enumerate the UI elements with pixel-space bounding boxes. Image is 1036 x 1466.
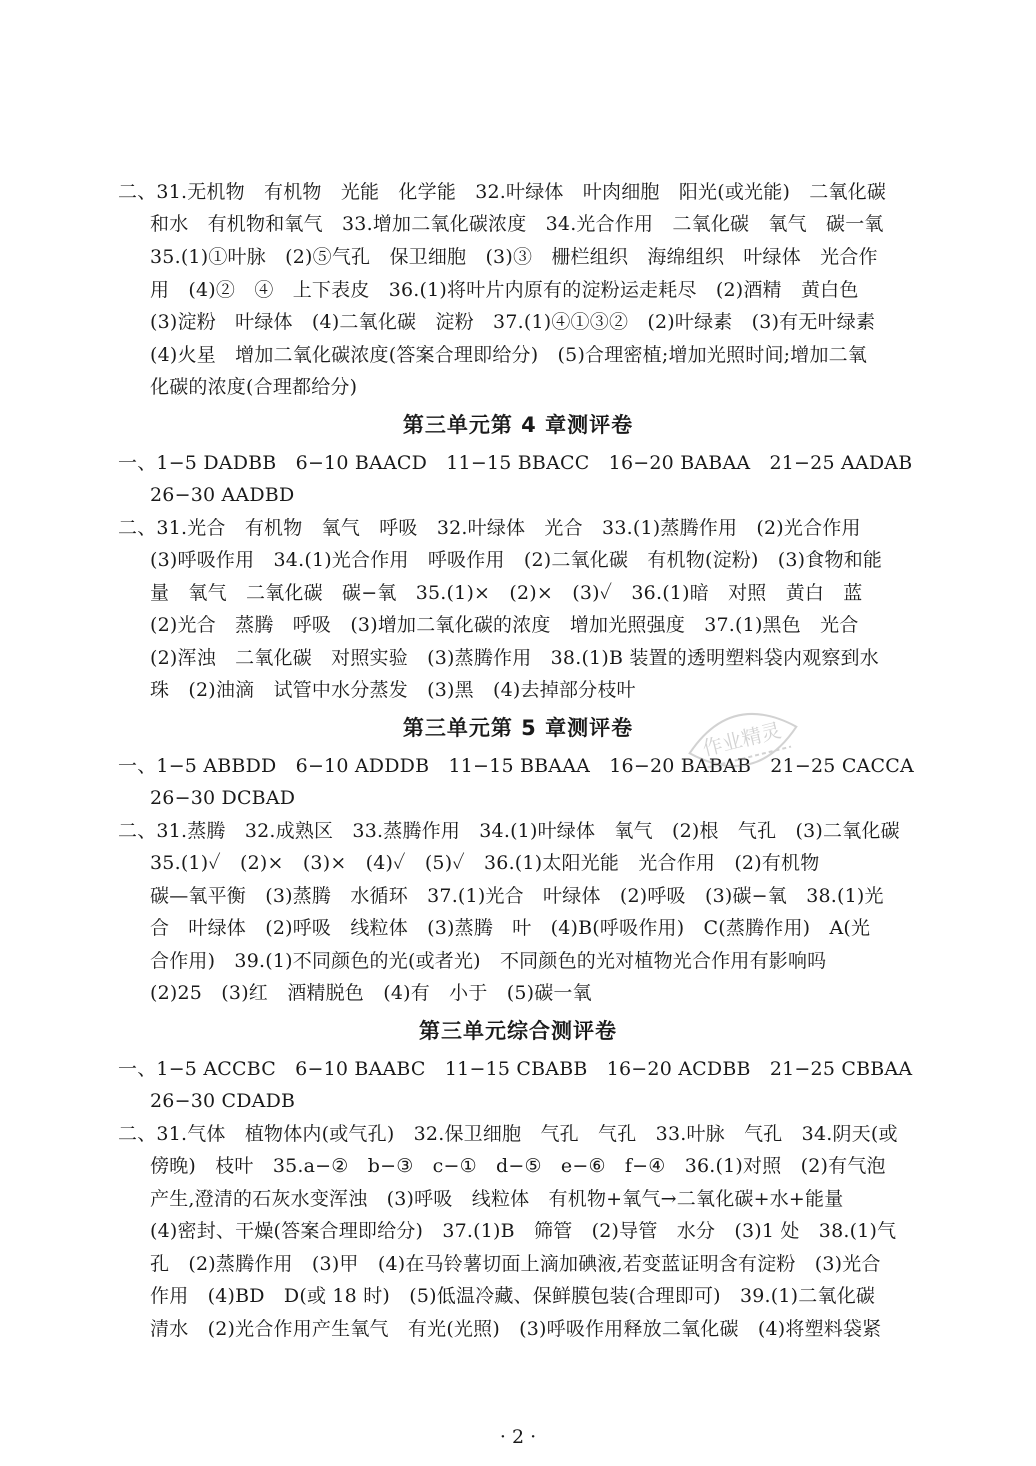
watermark-text: 作业精灵 [700, 717, 784, 761]
s2-line-3: 二、31.光合 有机物 氧气 呼吸 32.叶绿体 光合 33.(1)蒸腾作用 (2)光合作用 [118, 517, 861, 539]
s2-line-2: 26−30 AADBD [150, 484, 295, 506]
s2-line-4: (3)呼吸作用 34.(1)光合作用 呼吸作用 (2)二氧化碳 有机物(淀粉) (3)食物和能 [150, 549, 883, 571]
s1-line-5: (3)淀粉 叶绿体 (4)二氧化碳 淀粉 37.(1)④①③② (2)叶绿素 (3)有无叶绿素 [150, 311, 876, 333]
s4-line-1: 一、1−5 ACCBC 6−10 BAABC 11−15 CBABB 16−20 ACDBB 21−25 CBBAA [118, 1058, 913, 1080]
section-title-unit-review: 第三单元综合测评卷 [419, 1019, 617, 1043]
s3-line-5: 碳—氧平衡 (3)蒸腾 水循环 37.(1)光合 叶绿体 (2)呼吸 (3)碳−氧 38.(1)光 [150, 885, 884, 907]
s1-line-1: 二、31.无机物 有机物 光能 化学能 32.叶绿体 叶肉细胞 阳光(或光能) 二氧化碳 [118, 181, 887, 203]
watermark-stamp-icon [668, 684, 818, 796]
s3-line-2: 26−30 DCBAD [150, 787, 296, 809]
s2-line-5: 量 氧气 二氧化碳 碳−氧 35.(1)× (2)× (3)✓ 36.(1)暗 对照 黄白 蓝 [150, 582, 863, 604]
s3-line-6: 合 叶绿体 (2)呼吸 线粒体 (3)蒸腾 叶 (4)B(呼吸作用) C(蒸腾作用) A(光 [150, 917, 871, 939]
s4-line-8: 作用 (4)BD D(或 18 时) (5)低温冷藏、保鲜膜包装(合理即可) 39.(1)二氧化碳 [150, 1285, 876, 1307]
section-title-chapter-5: 第三单元第 5 章测评卷 [402, 716, 634, 740]
s1-line-2: 和水 有机物和氧气 33.增加二氧化碳浓度 34.光合作用 二氧化碳 氧气 碳一氧 [150, 213, 884, 235]
s1-line-7: 化碳的浓度(合理都给分) [150, 376, 358, 398]
s4-line-9: 清水 (2)光合作用产生氧气 有光(光照) (3)呼吸作用释放二氧化碳 (4)将塑料袋紧 [150, 1318, 882, 1340]
page-number: · 2 · [499, 1426, 537, 1448]
s1-line-4: 用 (4)② ④ 上下表皮 36.(1)将叶片内原有的淀粉运走耗尽 (2)酒精 黄白色 [150, 279, 859, 301]
s4-line-6: (4)密封、干燥(答案合理即给分) 37.(1)B 筛管 (2)导管 水分 (3)1 处 38.(1)气 [150, 1220, 897, 1242]
s3-line-3: 二、31.蒸腾 32.成熟区 33.蒸腾作用 34.(1)叶绿体 氧气 (2)根 气孔 (3)二氧化碳 [118, 820, 900, 842]
s1-line-3: 35.(1)①叶脉 (2)⑤气孔 保卫细胞 (3)③ 栅栏组织 海绵组织 叶绿体 光合作 [150, 246, 878, 268]
s2-line-1: 一、1−5 DADBB 6−10 BAACD 11−15 BBACC 16−20 BABAA 21−25 AADAB [118, 452, 913, 474]
s3-line-4: 35.(1)✓ (2)× (3)× (4)✓ (5)✓ 36.(1)太阳光能 光合作用 (2)有机物 [150, 852, 820, 874]
s4-line-2: 26−30 CDADB [150, 1090, 296, 1112]
s2-line-8: 珠 (2)油滴 试管中水分蒸发 (3)黑 (4)去掉部分枝叶 [150, 679, 636, 701]
s4-line-5: 产生,澄清的石灰水变浑浊 (3)呼吸 线粒体 有机物+氧气→二氧化碳+水+能量 [150, 1188, 844, 1210]
s3-line-1: 一、1−5 ABBDD 6−10 ADDDB 11−15 BBAAA 16−20 BABAB 21−25 CACCA [118, 755, 914, 777]
s4-line-4: 傍晚) 枝叶 35.a−② b−③ c−① d−⑤ e−⑥ f−④ 36.(1)对照 (2)有气泡 [150, 1155, 886, 1177]
s3-line-8: (2)25 (3)红 酒精脱色 (4)有 小于 (5)碳一氧 [150, 982, 592, 1004]
s2-line-7: (2)浑浊 二氧化碳 对照实验 (3)蒸腾作用 38.(1)B 装置的透明塑料袋内观察到水 [150, 647, 879, 669]
s4-line-7: 孔 (2)蒸腾作用 (3)甲 (4)在马铃薯切面上滴加碘液,若变蓝证明含有淀粉 (3)光合 [150, 1253, 881, 1275]
section-title-chapter-4: 第三单元第 4 章测评卷 [402, 413, 634, 437]
s4-line-3: 二、31.气体 植物体内(或气孔) 32.保卫细胞 气孔 气孔 33.叶脉 气孔 34.阴天(或 [118, 1123, 898, 1145]
s3-line-7: 合作用) 39.(1)不同颜色的光(或者光) 不同颜色的光对植物光合作用有影响吗 [150, 950, 827, 972]
s1-line-6: (4)火星 增加二氧化碳浓度(答案合理即给分) (5)合理密植;增加光照时间;增加二氧 [150, 344, 868, 366]
s2-line-6: (2)光合 蒸腾 呼吸 (3)增加二氧化碳的浓度 增加光照强度 37.(1)黑色 光合 [150, 614, 859, 636]
